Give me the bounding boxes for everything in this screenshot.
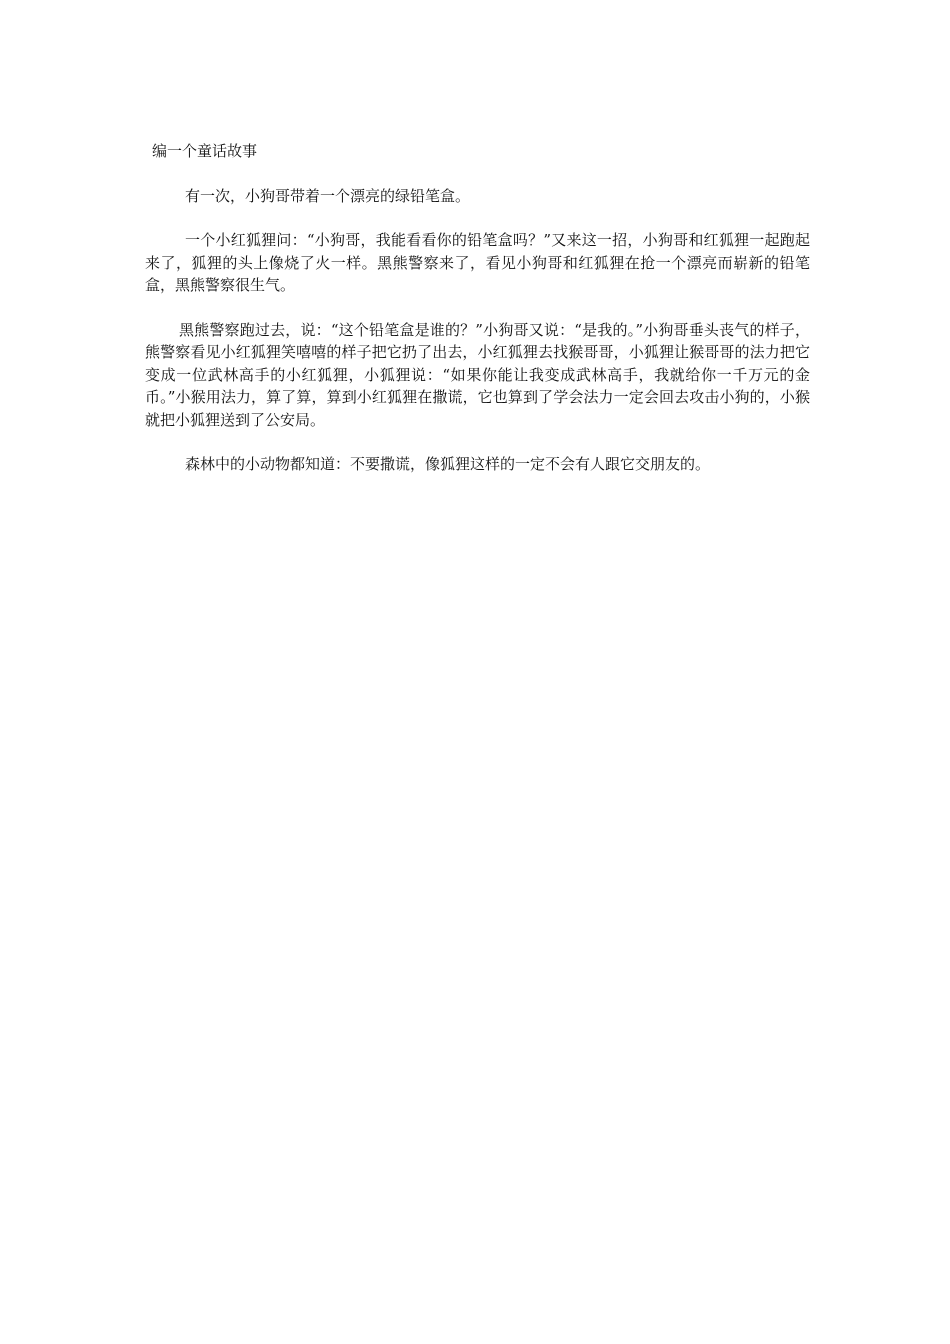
paragraph-4: 森林中的小动物都知道：不要撒谎，像狐狸这样的一定不会有人跟它交朋友的。: [185, 455, 711, 473]
paragraph-1: 有一次，小狗哥带着一个漂亮的绿铅笔盒。: [185, 186, 471, 205]
paragraph-3: 黑熊警察跑过去，说：“这个铅笔盒是谁的？”小狗哥又说：“是我的。”小狗哥垂头丧气的样子，熊警察看见小红狐狸笑嘻嘻的样子把它扔了出去，小红狐狸去找猴哥哥，小狐狸让猴哥哥的法力把它变成一位武林高手的小红狐狸，小狐狸说：“如果你能让我变成武林高手，我就给你一千万元的金币。”小猴用法力，算了算，算到小红狐狸在撒谎，它也算到了学会法力一定会回去攻击小狗的，小猴就把小狐狸送到了公安局。: [145, 320, 810, 429]
document-body: [145, 140, 810, 498]
paragraph-2: 一个小红狐狸问：“小狗哥，我能看看你的铅笔盒吗？”又来这一招，小狗哥和红狐狸一起跑起来了，狐狸的头上像烧了火一样。黑熊警察来了，看见小狗哥和红狐狸在抢一个漂亮而崭新的铅笔盒，黑熊警察很生气。: [145, 231, 810, 294]
document-title: 编一个童话故事: [152, 142, 258, 160]
